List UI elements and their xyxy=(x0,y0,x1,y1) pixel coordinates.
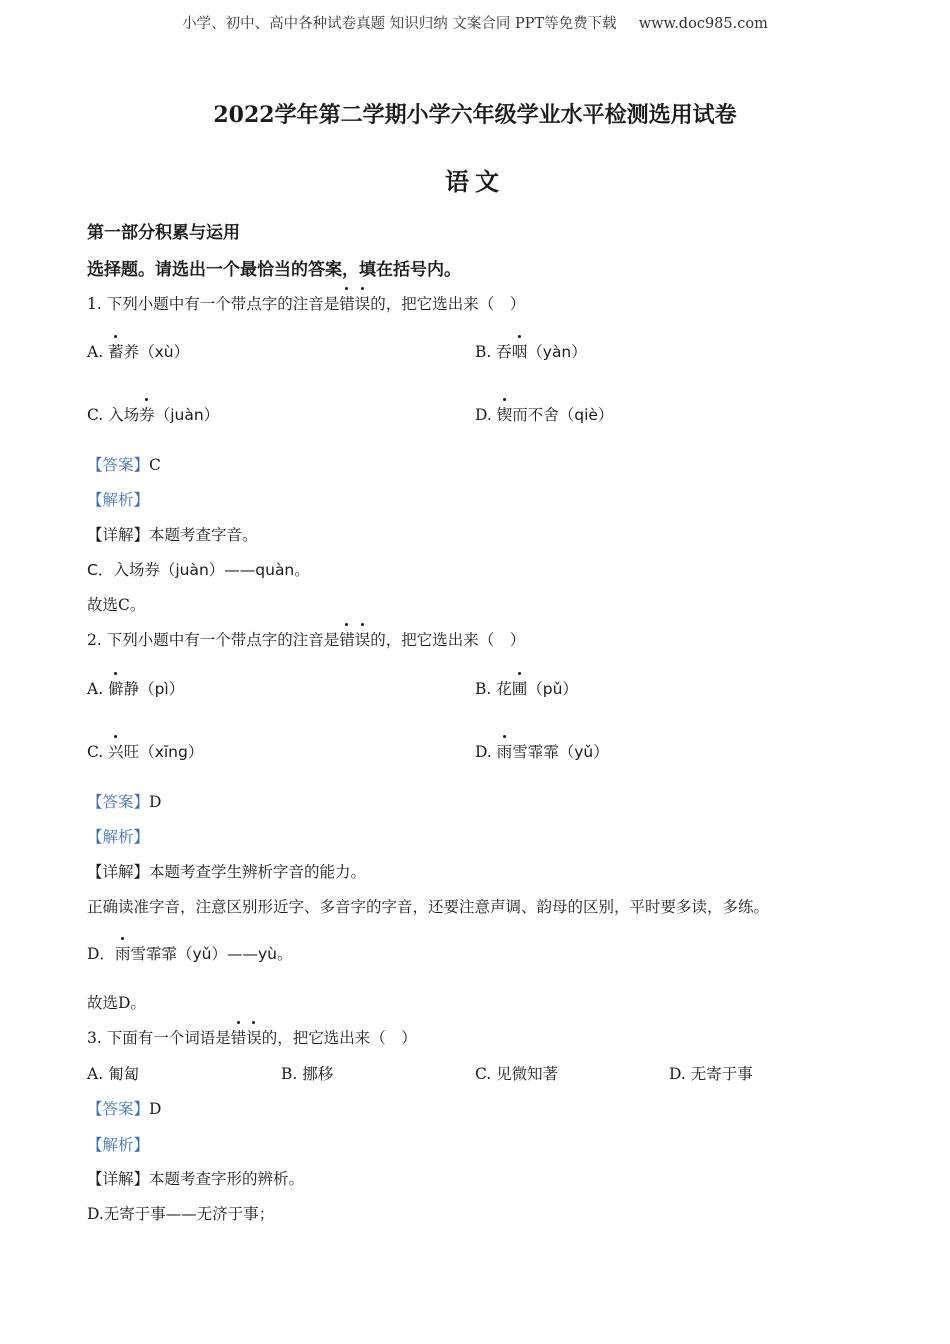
q3-dotted-char: 错 xyxy=(231,1026,247,1048)
q1-option-a: A. 蓄养（xù） xyxy=(87,340,189,362)
q1-detail: 【详解】本题考查字音。 xyxy=(87,526,258,544)
q2-option-c: C. 兴旺（xīng） xyxy=(87,740,203,762)
q2-dotted-char: 错 xyxy=(339,628,355,650)
q1-answer: 【答案】C xyxy=(87,456,161,474)
q2-detail: 【详解】本题考查学生辨析字音的能力。 xyxy=(87,863,367,881)
q2-answer: 【答案】D xyxy=(87,793,162,811)
q3-explain: D.无寄于事——无济于事； xyxy=(87,1205,275,1223)
q3-stem: 3. 下面有一个词语是错误的，把它选出来（ ） xyxy=(87,1026,417,1048)
q3-option-a: A. 匍匐 xyxy=(87,1065,140,1083)
q1-conclusion: 故选C。 xyxy=(87,596,146,614)
q2-conclusion: 故选D。 xyxy=(87,994,146,1012)
q3-option-d: D. 无寄于事 xyxy=(669,1065,753,1083)
q1-dotted-char: 误 xyxy=(355,292,371,314)
part-heading: 第一部分积累与运用 xyxy=(87,223,240,243)
q2-dotted-char: 误 xyxy=(355,628,371,650)
q2-analysis-tag: 【解析】 xyxy=(87,828,150,846)
q1-option-b: B. 吞咽（yàn） xyxy=(475,340,587,362)
q3-detail: 【详解】本题考查字形的辨析。 xyxy=(87,1170,305,1188)
q1-option-c: C. 入场券（juàn） xyxy=(87,403,219,425)
q3-dotted-char: 误 xyxy=(246,1026,262,1048)
instruction: 选择题。请选出一个最恰当的答案，填在括号内。 xyxy=(87,260,461,280)
page-header xyxy=(0,12,950,33)
header-text: 小学、初中、高中各种试卷真题 知识归纳 文案合同 PPT等免费下载 xyxy=(182,16,617,32)
q2-option-d: D. 雨雪霏霏（yǔ） xyxy=(475,740,609,762)
q3-option-c: C. 见微知著 xyxy=(475,1065,559,1083)
q1-stem: 1. 下列小题中有一个带点字的注音是错误的，把它选出来（ ） xyxy=(87,292,525,314)
q3-option-b: B. 挪移 xyxy=(281,1065,334,1083)
q3-analysis-tag: 【解析】 xyxy=(87,1136,150,1154)
header-site-link[interactable]: www.doc985.com xyxy=(638,16,768,32)
q3-answer: 【答案】D xyxy=(87,1100,162,1118)
subject-title: 语文 xyxy=(445,167,505,196)
q1-dotted-char: 错 xyxy=(339,292,355,314)
q1-analysis-tag: 【解析】 xyxy=(87,491,150,509)
q1-explain: C．入场券（juàn）——quàn。 xyxy=(87,561,310,579)
q2-explain-2: D．雨雪霏霏（yǔ）——yù。 xyxy=(87,942,292,964)
q2-option-a: A. 僻静（pì） xyxy=(87,677,184,699)
q1-option-d: D. 锲而不舍（qiè） xyxy=(475,403,613,425)
q2-explain-1: 正确读准字音，注意区别形近字、多音字的字音，还要注意声调、韵母的区别，平时要多读，多练。 xyxy=(87,898,770,916)
q2-stem: 2. 下列小题中有一个带点字的注音是错误的，把它选出来（ ） xyxy=(87,628,525,650)
document-title: 2022学年第二学期小学六年级学业水平检测选用试卷 xyxy=(213,102,737,128)
q2-option-b: B. 花圃（pǔ） xyxy=(475,677,578,699)
